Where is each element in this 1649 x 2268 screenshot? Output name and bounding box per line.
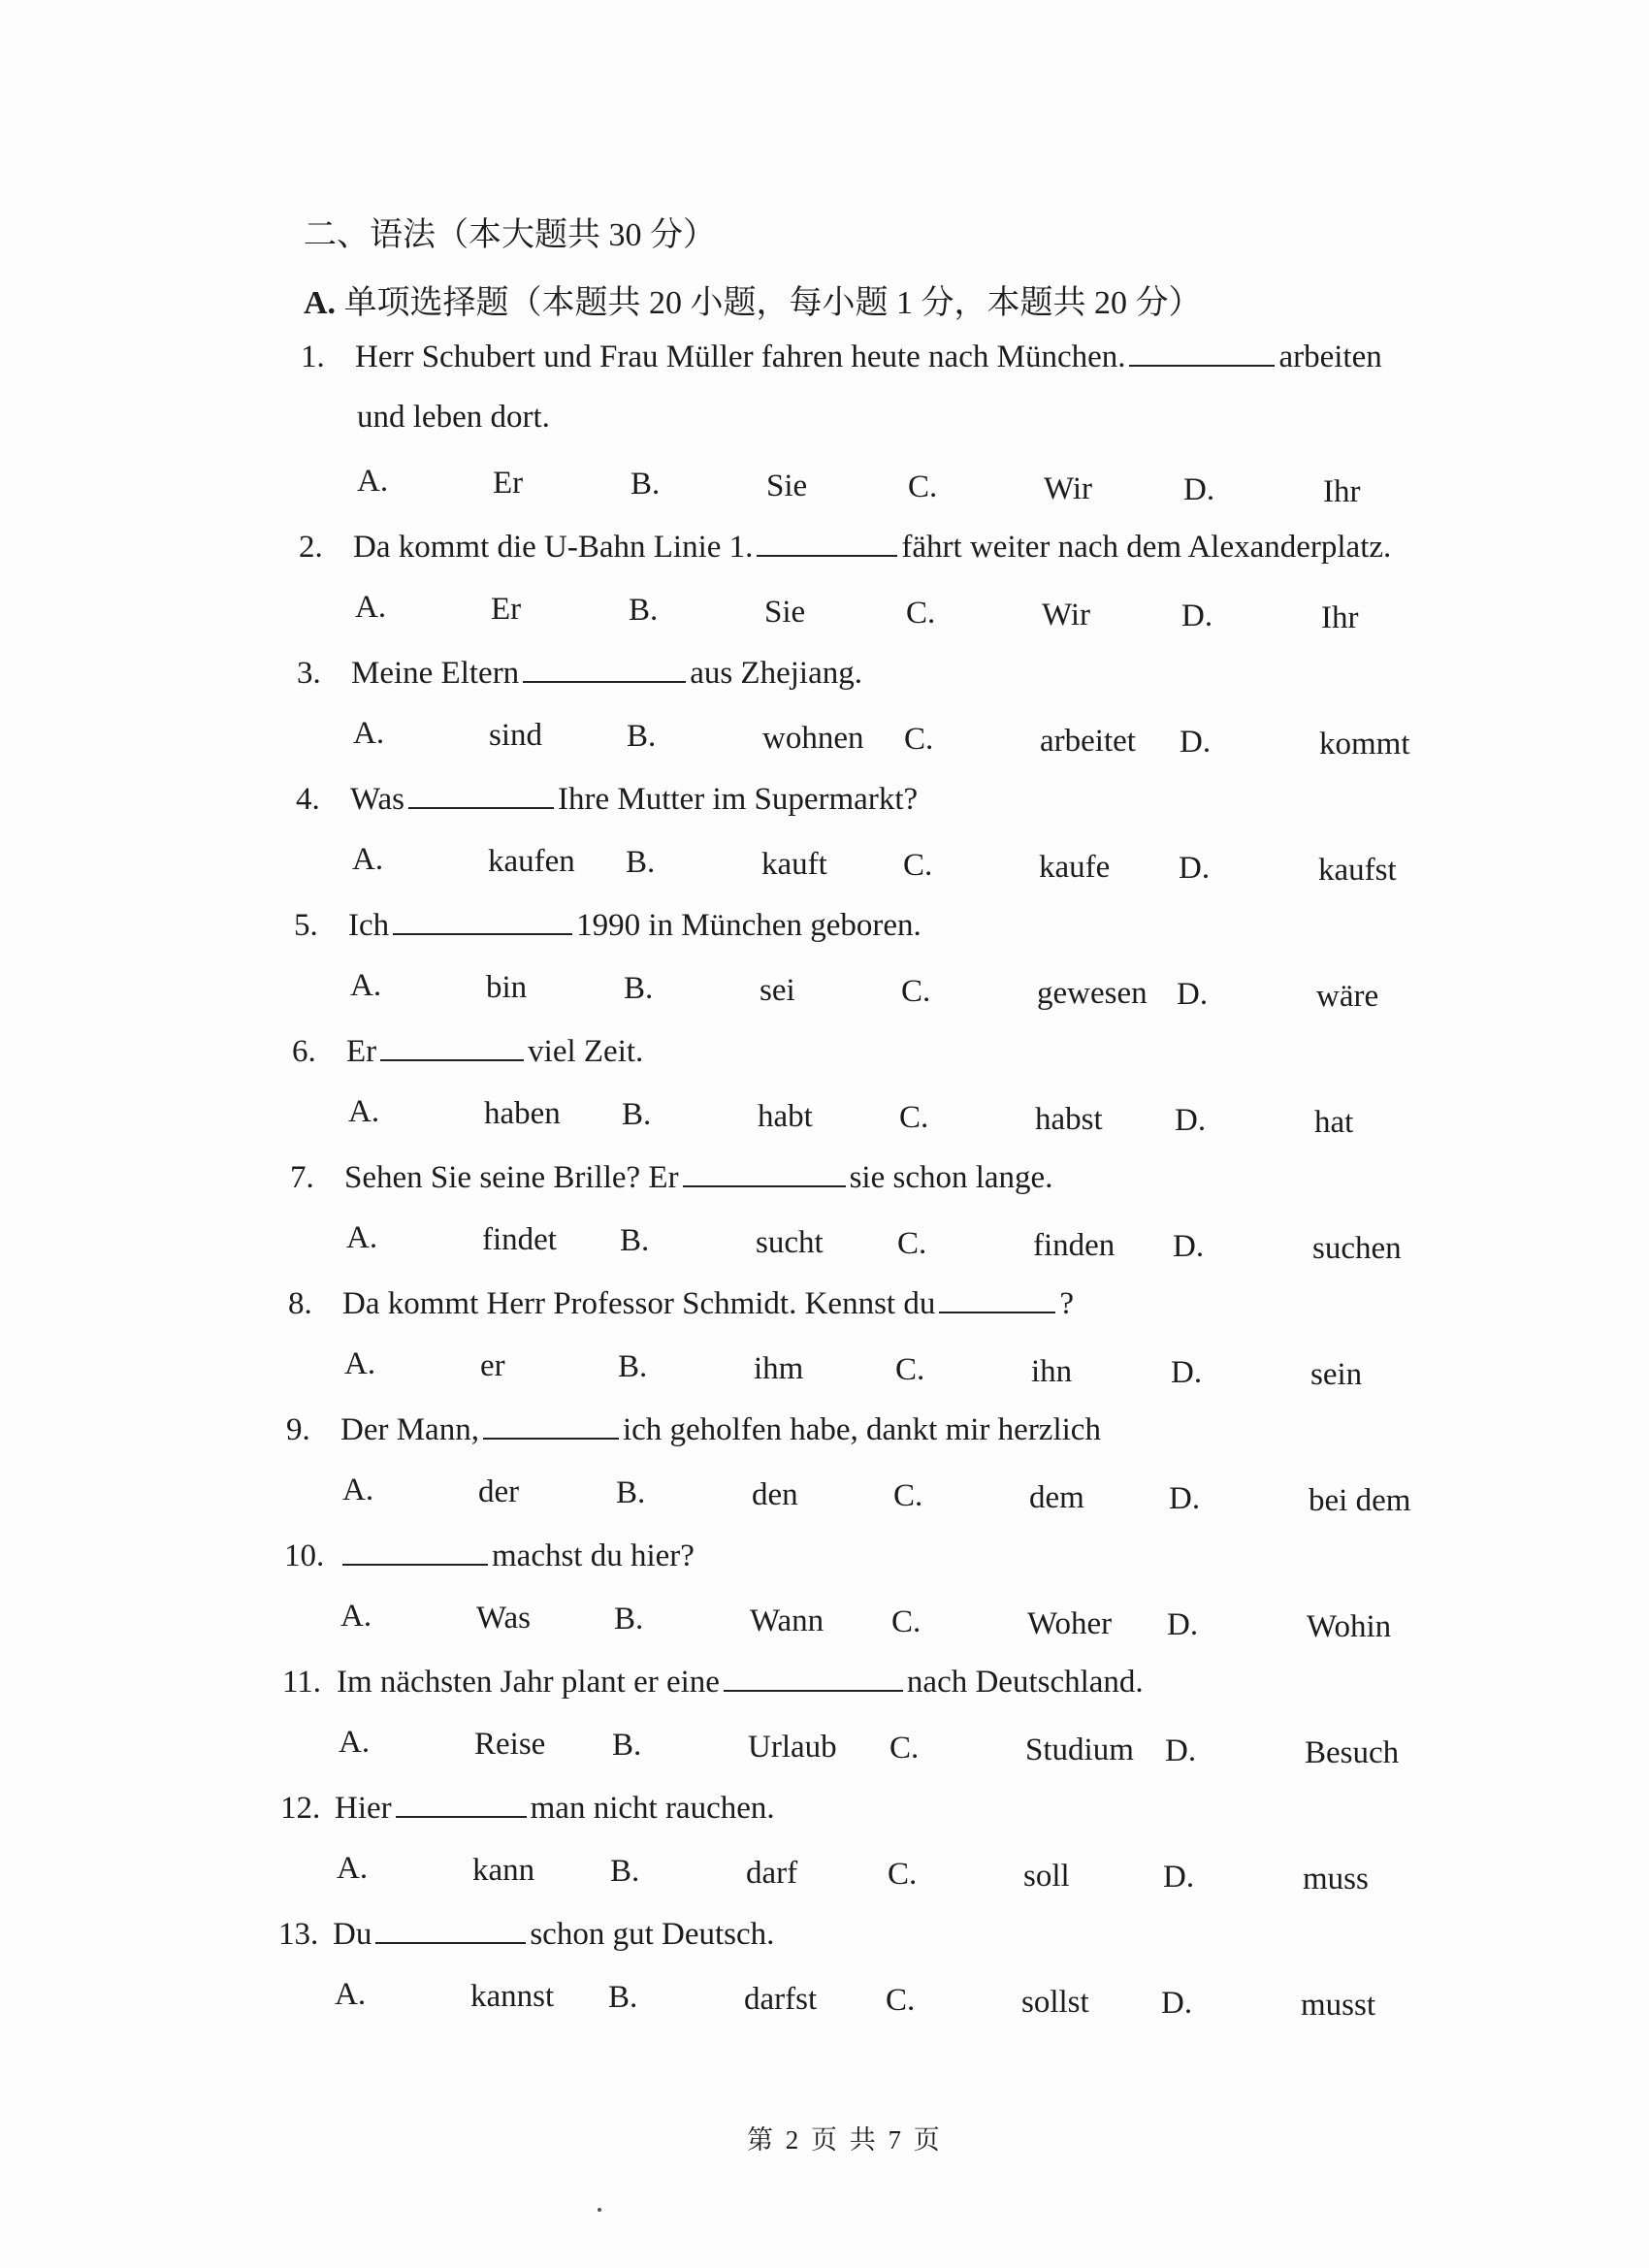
option-c-text[interactable]: arbeitet	[1040, 724, 1136, 759]
option-c-text[interactable]: gewesen	[1037, 976, 1148, 1011]
option-c-text[interactable]: sollst	[1021, 1985, 1089, 2020]
subsection-letter: A.	[304, 285, 337, 321]
option-b-text[interactable]: Sie	[764, 595, 806, 630]
question-text-before: Er	[346, 1034, 377, 1069]
question-text-after: fährt weiter nach dem Alexanderplatz.	[901, 530, 1392, 565]
option-c-letter: C.	[893, 1478, 923, 1513]
question-7	[290, 1156, 1052, 1196]
answer-blank	[393, 904, 572, 935]
question-number: 9.	[286, 1412, 310, 1447]
question-text-after: Ihre Mutter im Supermarkt?	[558, 782, 919, 817]
option-d-letter: D.	[1173, 1229, 1205, 1264]
option-c-letter: C.	[888, 1857, 918, 1892]
option-c-text[interactable]: Wir	[1044, 471, 1092, 506]
option-c-letter: C.	[891, 1604, 922, 1639]
answer-blank	[342, 1535, 488, 1566]
answer-blank	[396, 1787, 527, 1818]
question-text-before: Hier	[335, 1791, 392, 1826]
question-number: 3.	[297, 656, 321, 691]
question-text-before: Der Mann,	[340, 1412, 479, 1447]
question-number: 6.	[292, 1034, 316, 1069]
option-c-letter: C.	[901, 974, 931, 1009]
section-title: 二、语法（本大题共 30 分）	[304, 217, 716, 253]
option-d-text[interactable]: suchen	[1312, 1231, 1402, 1266]
option-b-letter: B.	[629, 593, 659, 628]
option-a-text[interactable]: sind	[489, 718, 543, 753]
option-d-text[interactable]: Wohin	[1307, 1609, 1392, 1644]
question-text-after: arbeiten	[1278, 340, 1382, 374]
option-d-letter: D.	[1183, 472, 1215, 507]
option-a-letter: A.	[355, 590, 387, 625]
question-8	[288, 1282, 1074, 1322]
option-d-text[interactable]: muss	[1303, 1862, 1369, 1896]
scan-speck	[598, 2208, 601, 2212]
option-c-text[interactable]: ihn	[1031, 1354, 1073, 1389]
option-b-letter: B.	[626, 845, 656, 880]
question-text-before: Im nächsten Jahr plant er eine	[337, 1665, 720, 1700]
option-c-text[interactable]: soll	[1023, 1859, 1070, 1894]
question-number: 2.	[299, 530, 323, 565]
question-4	[296, 778, 918, 818]
answer-blank	[408, 778, 554, 809]
question-number: 4.	[296, 782, 320, 817]
answer-blank	[939, 1282, 1055, 1313]
option-d-letter: D.	[1163, 1860, 1195, 1895]
option-b-letter: B.	[616, 1475, 646, 1510]
option-b-text[interactable]: sei	[760, 973, 795, 1008]
option-a-text[interactable]: findet	[482, 1222, 557, 1257]
option-b-text[interactable]: Urlaub	[748, 1730, 837, 1765]
option-b-text[interactable]: Wann	[750, 1604, 824, 1638]
option-c-letter: C.	[906, 596, 936, 631]
question-number: 5.	[294, 908, 318, 943]
question-number: 10.	[284, 1539, 325, 1573]
option-b-letter: B.	[614, 1602, 644, 1636]
option-d-text[interactable]: musst	[1301, 1988, 1376, 2023]
option-a-text[interactable]: Er	[493, 466, 524, 501]
answer-blank	[380, 1030, 524, 1061]
option-d-text[interactable]: Ihr	[1321, 600, 1359, 635]
option-a-text[interactable]: Er	[491, 592, 522, 627]
option-b-letter: B.	[612, 1728, 642, 1763]
option-b-letter: B.	[624, 971, 654, 1006]
option-d-letter: D.	[1181, 599, 1213, 633]
option-b-text[interactable]: sucht	[756, 1225, 824, 1260]
question-text-before: Sehen Sie seine Brille? Er	[344, 1160, 679, 1195]
option-d-text[interactable]: kaufst	[1318, 853, 1397, 888]
question-continuation: und leben dort.	[357, 400, 550, 435]
option-b-text[interactable]: den	[752, 1477, 798, 1512]
option-a-text[interactable]: haben	[484, 1096, 561, 1131]
question-11	[282, 1661, 1144, 1701]
option-c-letter: C.	[889, 1731, 920, 1766]
option-c-letter: C.	[895, 1352, 925, 1387]
question-text-before: Da kommt Herr Professor Schmidt. Kennst du	[342, 1286, 936, 1321]
option-b-text[interactable]: wohnen	[762, 721, 864, 756]
option-a-letter: A.	[346, 1220, 378, 1255]
option-d-letter: D.	[1169, 1481, 1201, 1516]
option-d-text[interactable]: hat	[1314, 1105, 1354, 1140]
option-c-letter: C.	[908, 470, 938, 504]
question-text-after: ?	[1059, 1286, 1074, 1321]
option-c-text[interactable]: finden	[1033, 1228, 1116, 1263]
option-a-letter: A.	[357, 464, 389, 499]
option-b-letter: B.	[622, 1097, 652, 1132]
question-text-before: Da kommt die U-Bahn Linie 1.	[353, 530, 754, 565]
answer-blank	[1129, 336, 1275, 367]
question-13	[278, 1913, 774, 1953]
option-b-letter: B.	[610, 1854, 640, 1889]
option-b-text[interactable]: Sie	[766, 469, 808, 503]
option-b-letter: B.	[620, 1223, 650, 1258]
option-a-letter: A.	[350, 968, 382, 1003]
option-a-text[interactable]: er	[480, 1348, 505, 1383]
question-number: 13.	[278, 1917, 319, 1952]
option-a-text[interactable]: bin	[486, 970, 528, 1005]
option-d-text[interactable]: Ihr	[1323, 474, 1361, 509]
option-c-letter: C.	[897, 1226, 927, 1261]
option-d-text[interactable]: wäre	[1316, 979, 1379, 1014]
page-footer: 第 2 页 共 7 页	[747, 2125, 940, 2155]
option-c-letter: C.	[899, 1100, 929, 1135]
answer-blank	[375, 1913, 526, 1944]
question-text-after: 1990 in München geboren.	[576, 908, 922, 943]
answer-blank	[757, 526, 897, 557]
option-a-letter: A.	[342, 1473, 374, 1507]
question-5	[294, 904, 922, 944]
option-c-text[interactable]: Wir	[1042, 598, 1090, 632]
option-a-letter: A.	[335, 1977, 367, 2012]
option-c-letter: C.	[904, 722, 934, 757]
question-text-after: viel Zeit.	[528, 1034, 644, 1069]
option-c-text[interactable]: dem	[1029, 1480, 1084, 1515]
option-a-text[interactable]: der	[478, 1474, 520, 1509]
question-text-before: Was	[350, 782, 404, 817]
option-a-letter: A.	[339, 1725, 371, 1760]
question-6	[292, 1030, 643, 1070]
option-c-text[interactable]: Studium	[1025, 1733, 1134, 1767]
option-b-letter: B.	[630, 467, 661, 502]
option-b-letter: B.	[618, 1349, 648, 1384]
subsection-text: 单项选择题（本题共 20 小题，每小题 1 分，本题共 20 分）	[343, 285, 1202, 321]
option-c-letter: C.	[903, 848, 933, 883]
option-d-text[interactable]: bei dem	[1309, 1483, 1411, 1518]
option-d-letter: D.	[1180, 725, 1212, 760]
question-number: 1.	[301, 340, 325, 374]
question-number: 7.	[290, 1160, 314, 1195]
question-text-before: Ich	[348, 908, 390, 943]
option-a-letter: A.	[353, 716, 385, 751]
option-d-letter: D.	[1175, 1103, 1207, 1138]
option-d-text[interactable]: Besuch	[1305, 1735, 1400, 1770]
question-text-after: aus Zhejiang.	[690, 656, 862, 691]
answer-blank	[724, 1661, 903, 1692]
question-9	[286, 1409, 1101, 1448]
subsection-title	[304, 275, 1202, 323]
option-a-letter: A.	[340, 1599, 372, 1634]
answer-blank	[523, 652, 686, 683]
question-text-after: machst du hier?	[492, 1539, 695, 1573]
option-d-text[interactable]: kommt	[1319, 727, 1410, 761]
option-d-letter: D.	[1177, 977, 1209, 1012]
question-3	[297, 652, 862, 692]
option-d-letter: D.	[1165, 1733, 1197, 1768]
answer-blank	[683, 1156, 846, 1187]
option-b-letter: B.	[608, 1980, 638, 2015]
option-a-text[interactable]: kannst	[470, 1979, 555, 2014]
question-text-after: schon gut Deutsch.	[530, 1917, 775, 1952]
option-d-letter: D.	[1161, 1986, 1193, 2021]
option-c-text[interactable]: kaufe	[1039, 850, 1111, 885]
question-text-after: sie schon lange.	[849, 1160, 1053, 1195]
option-c-text[interactable]: habst	[1035, 1102, 1103, 1137]
option-a-letter: A.	[344, 1346, 376, 1381]
question-2	[299, 526, 1391, 566]
option-d-letter: D.	[1179, 851, 1211, 886]
option-b-text[interactable]: kauft	[761, 847, 827, 882]
question-number: 11.	[282, 1665, 322, 1700]
question-text-before: Meine Eltern	[351, 656, 520, 691]
option-d-letter: D.	[1171, 1355, 1203, 1390]
question-number: 8.	[288, 1286, 312, 1321]
question-text-after: nach Deutschland.	[906, 1665, 1144, 1700]
option-a-text[interactable]: Reise	[474, 1727, 546, 1762]
option-c-text[interactable]: Woher	[1027, 1606, 1113, 1641]
question-10	[284, 1535, 695, 1574]
question-text-after: man nicht rauchen.	[530, 1791, 775, 1826]
option-a-text[interactable]: Was	[476, 1601, 531, 1636]
option-c-letter: C.	[886, 1983, 916, 2018]
question-text-before: Herr Schubert und Frau Müller fahren heute nach München.	[355, 340, 1126, 374]
question-number: 12.	[280, 1791, 321, 1826]
option-a-text[interactable]: kaufen	[488, 844, 575, 879]
option-a-letter: A.	[352, 842, 384, 877]
option-b-text[interactable]: darfst	[744, 1982, 818, 2017]
option-b-letter: B.	[627, 719, 657, 754]
option-d-text[interactable]: sein	[1310, 1357, 1363, 1392]
option-b-text[interactable]: darf	[746, 1856, 798, 1891]
answer-blank	[483, 1409, 619, 1440]
question-12	[280, 1787, 775, 1827]
question-text-after: ich geholfen habe, dankt mir herzlich	[622, 1412, 1101, 1447]
option-a-letter: A.	[348, 1094, 380, 1129]
option-a-text[interactable]: kann	[472, 1853, 535, 1888]
question-text-before: Du	[333, 1917, 372, 1952]
option-b-text[interactable]: ihm	[754, 1351, 804, 1386]
question-1	[301, 336, 1382, 375]
option-a-letter: A.	[337, 1851, 369, 1886]
option-d-letter: D.	[1167, 1607, 1199, 1642]
option-b-text[interactable]: habt	[758, 1099, 813, 1134]
